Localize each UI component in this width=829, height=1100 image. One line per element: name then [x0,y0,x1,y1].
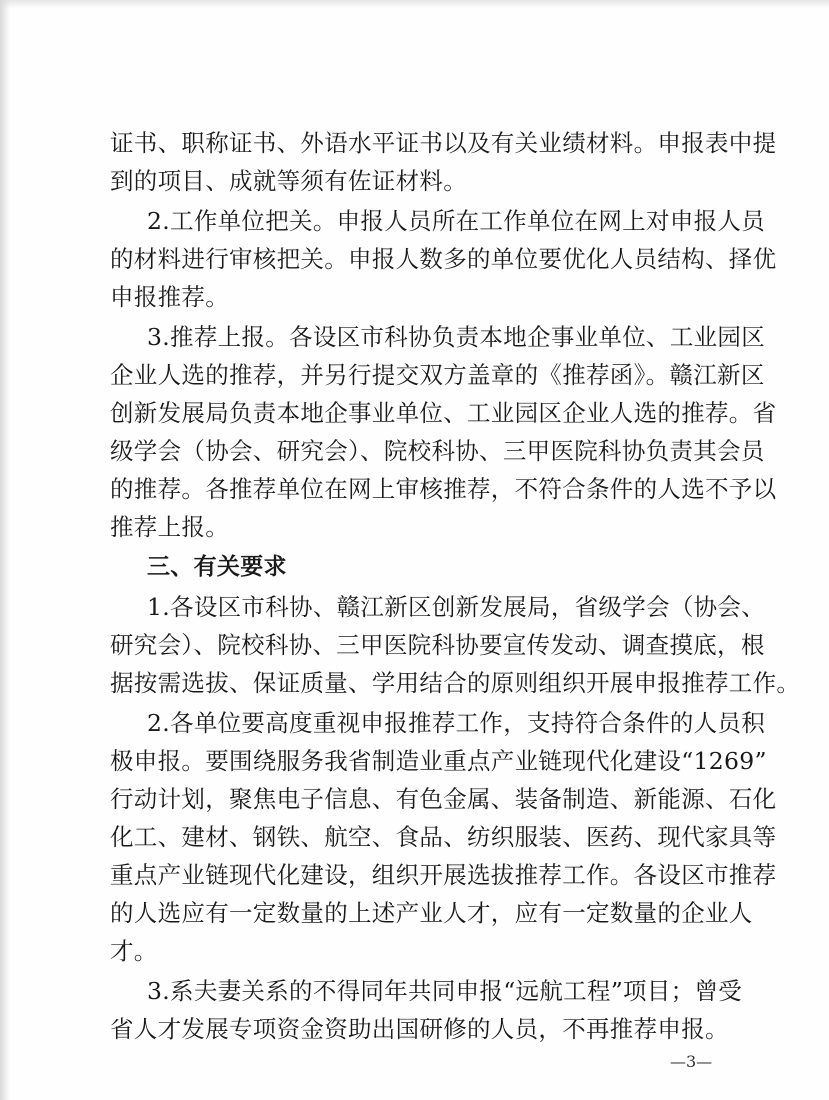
scan-top-shadow [0,0,829,8]
paragraph-line: 极申报。要围绕服务我省制造业重点产业链现代化建设“1269” [110,747,767,775]
page-number: —3— [670,1052,713,1071]
paragraph-line: 到的项目、成就等须有佐证材料。 [110,167,467,195]
paragraph-line: 化工、建材、钢铁、航空、食品、纺织服装、医药、现代家具等 [110,823,777,851]
paragraph-line: 行动计划，聚焦电子信息、有色金属、装备制造、新能源、石化 [110,785,777,813]
paragraph-line: 申报推荐。 [110,283,229,311]
paragraph-line: 才。 [110,937,158,965]
paragraph-line: 3.推荐上报。各设区市科协负责本地企事业单位、工业园区 [147,323,766,351]
paragraph-line: 企业人选的推荐，并另行提交双方盖章的《推荐函》。赣江新区 [110,361,765,389]
paragraph-line: 的材料进行审核把关。申报人数多的单位要优化人员结构、择优 [110,245,777,273]
paragraph-line: 重点产业链现代化建设，组织开展选拔推荐工作。各设区市推荐 [110,861,777,889]
section-heading: 三、有关要求 [147,554,287,580]
paragraph-line: 1.各设区市科协、赣江新区创新发展局，省级学会（协会、 [147,593,766,621]
paragraph-line: 3.系夫妻关系的不得同年共同申报“远航工程”项目；曾受 [147,977,743,1005]
paragraph-line: 证书、职称证书、外语水平证书以及有关业绩材料。申报表中提 [110,129,777,157]
paragraph-line: 级学会（协会、研究会）、院校科协、三甲医院科协负责其会员 [110,437,765,465]
paragraph-line: 创新发展局负责本地企事业单位、工业园区企业人选的推荐。省 [110,399,777,427]
paragraph-line: 2.各单位要高度重视申报推荐工作，支持符合条件的人员积 [147,709,766,737]
paragraph-line: 的人选应有一定数量的上述产业人才，应有一定数量的企业人 [110,899,753,927]
paragraph-line: 据按需选拔、保证质量、学用结合的原则组织开展申报推荐工作。 [110,669,801,697]
paragraph-line: 的推荐。各推荐单位在网上审核推荐，不符合条件的人选不予以 [110,475,777,503]
paragraph-line: 2.工作单位把关。申报人员所在工作单位在网上对申报人员 [147,207,766,235]
scan-left-shadow [0,0,10,1100]
paragraph-line: 研究会）、院校科协、三甲医院科协要宣传发动、调查摸底，根 [110,631,765,659]
paragraph-line: 推荐上报。 [110,513,229,541]
paragraph-line: 省人才发展专项资金资助出国研修的人员，不再推荐申报。 [110,1015,729,1043]
